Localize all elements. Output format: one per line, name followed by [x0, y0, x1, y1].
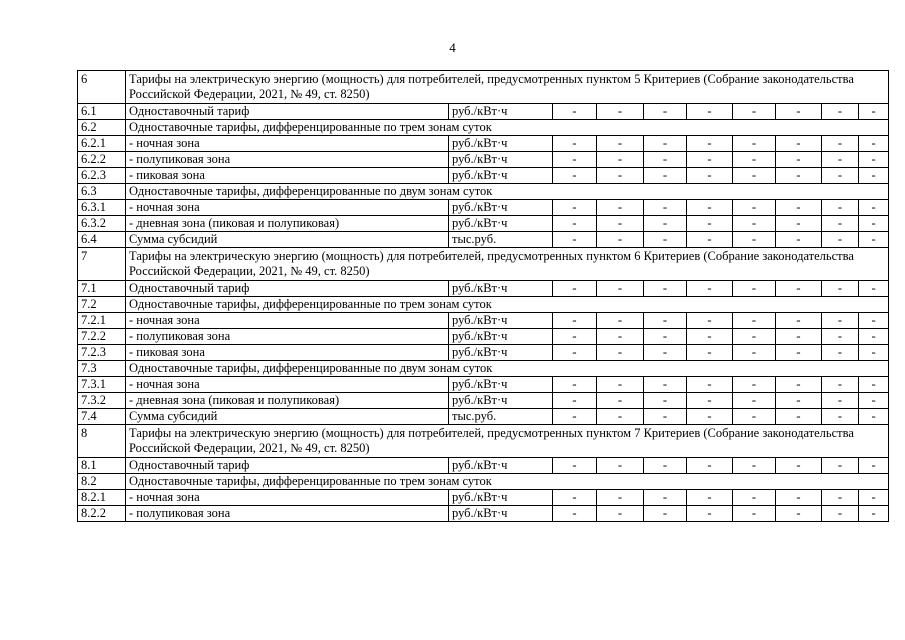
value-cell: - — [776, 393, 822, 409]
table-row — [78, 458, 889, 474]
row-number-cell: 6.3 — [78, 184, 126, 200]
value-cell: - — [776, 377, 822, 393]
value-cell: - — [733, 216, 776, 232]
row-number-cell: 7.2.1 — [78, 313, 126, 329]
row-unit-cell: руб./кВт·ч — [449, 377, 553, 393]
value-cell: - — [776, 216, 822, 232]
row-unit-cell: руб./кВт·ч — [449, 168, 553, 184]
value-cell: - — [822, 152, 859, 168]
row-unit-cell: руб./кВт·ч — [449, 506, 553, 522]
value-cell: - — [597, 409, 644, 425]
value-cell: - — [597, 200, 644, 216]
value-cell: - — [553, 393, 597, 409]
row-number-cell: 8 — [78, 425, 126, 458]
value-cell: - — [644, 393, 687, 409]
row-number-cell: 7.3 — [78, 361, 126, 377]
row-unit-cell: руб./кВт·ч — [449, 345, 553, 361]
row-label-cell: - полупиковая зона — [126, 152, 449, 168]
value-cell: - — [859, 136, 889, 152]
value-cell: - — [553, 377, 597, 393]
row-unit-cell: тыс.руб. — [449, 232, 553, 248]
table-row — [78, 232, 889, 248]
table-row — [78, 329, 889, 345]
value-cell: - — [822, 104, 859, 120]
value-cell: - — [733, 490, 776, 506]
value-cell: - — [776, 345, 822, 361]
value-cell: - — [597, 345, 644, 361]
table-row — [78, 377, 889, 393]
row-label-cell: - пиковая зона — [126, 168, 449, 184]
value-cell: - — [687, 490, 733, 506]
value-cell: - — [822, 313, 859, 329]
row-unit-cell: руб./кВт·ч — [449, 104, 553, 120]
value-cell: - — [644, 232, 687, 248]
value-cell: - — [687, 506, 733, 522]
value-cell: - — [776, 329, 822, 345]
row-label-cell: Одноставочные тарифы, дифференцированные по трем зонам суток — [126, 120, 889, 136]
value-cell: - — [597, 506, 644, 522]
value-cell: - — [687, 409, 733, 425]
value-cell: - — [597, 216, 644, 232]
value-cell: - — [644, 281, 687, 297]
value-cell: - — [859, 377, 889, 393]
value-cell: - — [859, 409, 889, 425]
value-cell: - — [822, 216, 859, 232]
value-cell: - — [687, 232, 733, 248]
row-label-cell: - ночная зона — [126, 200, 449, 216]
row-label-cell: Одноставочные тарифы, дифференцированные по двум зонам суток — [126, 361, 889, 377]
value-cell: - — [822, 168, 859, 184]
value-cell: - — [776, 232, 822, 248]
value-cell: - — [644, 329, 687, 345]
value-cell: - — [597, 104, 644, 120]
value-cell: - — [597, 393, 644, 409]
value-cell: - — [687, 377, 733, 393]
value-cell: - — [597, 281, 644, 297]
value-cell: - — [687, 313, 733, 329]
row-number-cell: 8.2 — [78, 474, 126, 490]
value-cell: - — [859, 458, 889, 474]
row-number-cell: 7.2.3 — [78, 345, 126, 361]
value-cell: - — [822, 458, 859, 474]
value-cell: - — [822, 345, 859, 361]
row-number-cell: 6.2.3 — [78, 168, 126, 184]
value-cell: - — [733, 345, 776, 361]
value-cell: - — [733, 458, 776, 474]
row-label-cell: - пиковая зона — [126, 345, 449, 361]
value-cell: - — [644, 168, 687, 184]
value-cell: - — [859, 152, 889, 168]
row-label-cell: Одноставочные тарифы, дифференцированные по двум зонам суток — [126, 184, 889, 200]
value-cell: - — [733, 281, 776, 297]
row-number-cell: 7.4 — [78, 409, 126, 425]
table-row — [78, 136, 889, 152]
table-body — [78, 71, 889, 522]
row-label-cell: - ночная зона — [126, 377, 449, 393]
row-label-cell: - ночная зона — [126, 136, 449, 152]
row-unit-cell: руб./кВт·ч — [449, 490, 553, 506]
row-number-cell: 6.3.2 — [78, 216, 126, 232]
value-cell: - — [553, 281, 597, 297]
value-cell: - — [733, 232, 776, 248]
row-number-cell: 7.3.1 — [78, 377, 126, 393]
row-label-cell: - ночная зона — [126, 490, 449, 506]
row-number-cell: 6.3.1 — [78, 200, 126, 216]
table-subsection-row — [78, 474, 889, 490]
value-cell: - — [597, 232, 644, 248]
table-subsection-row — [78, 361, 889, 377]
value-cell: - — [776, 104, 822, 120]
value-cell: - — [733, 136, 776, 152]
table-row — [78, 200, 889, 216]
value-cell: - — [776, 136, 822, 152]
table-row — [78, 281, 889, 297]
value-cell: - — [687, 152, 733, 168]
value-cell: - — [822, 281, 859, 297]
value-cell: - — [553, 136, 597, 152]
value-cell: - — [733, 313, 776, 329]
row-label-cell: - полупиковая зона — [126, 506, 449, 522]
value-cell: - — [597, 152, 644, 168]
row-number-cell: 6.2.2 — [78, 152, 126, 168]
value-cell: - — [776, 200, 822, 216]
value-cell: - — [776, 313, 822, 329]
value-cell: - — [733, 393, 776, 409]
value-cell: - — [687, 104, 733, 120]
table-row — [78, 104, 889, 120]
row-unit-cell: руб./кВт·ч — [449, 313, 553, 329]
value-cell: - — [644, 104, 687, 120]
value-cell: - — [822, 377, 859, 393]
value-cell: - — [597, 458, 644, 474]
value-cell: - — [644, 313, 687, 329]
row-unit-cell: руб./кВт·ч — [449, 329, 553, 345]
value-cell: - — [733, 377, 776, 393]
value-cell: - — [822, 200, 859, 216]
table-row — [78, 168, 889, 184]
row-number-cell: 7.2 — [78, 297, 126, 313]
value-cell: - — [733, 152, 776, 168]
row-label-cell: - ночная зона — [126, 313, 449, 329]
value-cell: - — [859, 232, 889, 248]
row-label-cell: Одноставочный тариф — [126, 458, 449, 474]
value-cell: - — [687, 458, 733, 474]
table-row — [78, 345, 889, 361]
tariff-table — [77, 70, 889, 522]
row-number-cell: 7.1 — [78, 281, 126, 297]
value-cell: - — [553, 506, 597, 522]
value-cell: - — [553, 232, 597, 248]
value-cell: - — [859, 313, 889, 329]
value-cell: - — [822, 232, 859, 248]
table-subsection-row — [78, 297, 889, 313]
row-label-cell: - дневная зона (пиковая и полупиковая) — [126, 393, 449, 409]
value-cell: - — [687, 216, 733, 232]
value-cell: - — [733, 168, 776, 184]
value-cell: - — [644, 200, 687, 216]
row-number-cell: 6.2 — [78, 120, 126, 136]
value-cell: - — [859, 281, 889, 297]
value-cell: - — [733, 506, 776, 522]
row-unit-cell: тыс.руб. — [449, 409, 553, 425]
row-unit-cell: руб./кВт·ч — [449, 393, 553, 409]
value-cell: - — [597, 490, 644, 506]
value-cell: - — [822, 136, 859, 152]
page-number: 4 — [449, 40, 456, 55]
value-cell: - — [644, 216, 687, 232]
value-cell: - — [644, 409, 687, 425]
value-cell: - — [553, 216, 597, 232]
value-cell: - — [859, 490, 889, 506]
row-number-cell: 8.1 — [78, 458, 126, 474]
value-cell: - — [776, 409, 822, 425]
row-label-cell: Одноставочный тариф — [126, 281, 449, 297]
row-label-cell: - полупиковая зона — [126, 329, 449, 345]
table-row — [78, 506, 889, 522]
value-cell: - — [822, 393, 859, 409]
row-unit-cell: руб./кВт·ч — [449, 281, 553, 297]
value-cell: - — [822, 329, 859, 345]
value-cell: - — [733, 200, 776, 216]
value-cell: - — [859, 216, 889, 232]
value-cell: - — [553, 152, 597, 168]
row-unit-cell: руб./кВт·ч — [449, 136, 553, 152]
table-row — [78, 313, 889, 329]
table-section-header-row — [78, 71, 889, 104]
value-cell: - — [733, 329, 776, 345]
value-cell: - — [822, 409, 859, 425]
table-row — [78, 409, 889, 425]
value-cell: - — [733, 104, 776, 120]
value-cell: - — [597, 329, 644, 345]
value-cell: - — [553, 200, 597, 216]
value-cell: - — [597, 136, 644, 152]
row-number-cell: 6.4 — [78, 232, 126, 248]
table-row — [78, 393, 889, 409]
row-unit-cell: руб./кВт·ч — [449, 152, 553, 168]
value-cell: - — [553, 409, 597, 425]
row-number-cell: 7.2.2 — [78, 329, 126, 345]
value-cell: - — [687, 168, 733, 184]
table-row — [78, 216, 889, 232]
value-cell: - — [733, 409, 776, 425]
value-cell: - — [859, 345, 889, 361]
table-subsection-row — [78, 184, 889, 200]
value-cell: - — [822, 506, 859, 522]
table-row — [78, 152, 889, 168]
value-cell: - — [687, 200, 733, 216]
row-label-cell: Тарифы на электрическую энергию (мощность) для потребителей, предусмотренных пунктом 7 Критериев (Собрание законодательства Российской Федерации, 2021, № 49, ст. 8250) — [126, 425, 889, 458]
value-cell: - — [553, 313, 597, 329]
value-cell: - — [553, 329, 597, 345]
row-number-cell: 6 — [78, 71, 126, 104]
value-cell: - — [776, 152, 822, 168]
value-cell: - — [644, 458, 687, 474]
row-number-cell: 6.2.1 — [78, 136, 126, 152]
row-unit-cell: руб./кВт·ч — [449, 458, 553, 474]
row-label-cell: Тарифы на электрическую энергию (мощность) для потребителей, предусмотренных пунктом 5 Критериев (Собрание законодательства Российской Федерации, 2021, № 49, ст. 8250) — [126, 71, 889, 104]
value-cell: - — [553, 458, 597, 474]
row-label-cell: Тарифы на электрическую энергию (мощность) для потребителей, предусмотренных пунктом 6 Критериев (Собрание законодательства Российской Федерации, 2021, № 49, ст. 8250) — [126, 248, 889, 281]
row-unit-cell: руб./кВт·ч — [449, 200, 553, 216]
value-cell: - — [776, 506, 822, 522]
table-row — [78, 490, 889, 506]
value-cell: - — [553, 345, 597, 361]
row-label-cell: Одноставочный тариф — [126, 104, 449, 120]
value-cell: - — [859, 329, 889, 345]
value-cell: - — [822, 490, 859, 506]
value-cell: - — [776, 458, 822, 474]
row-number-cell: 6.1 — [78, 104, 126, 120]
row-label-cell: Одноставочные тарифы, дифференцированные по трем зонам суток — [126, 474, 889, 490]
row-label-cell: - дневная зона (пиковая и полупиковая) — [126, 216, 449, 232]
value-cell: - — [644, 136, 687, 152]
row-number-cell: 8.2.1 — [78, 490, 126, 506]
row-number-cell: 7 — [78, 248, 126, 281]
table-section-header-row — [78, 425, 889, 458]
table-section-header-row — [78, 248, 889, 281]
value-cell: - — [597, 377, 644, 393]
row-number-cell: 8.2.2 — [78, 506, 126, 522]
value-cell: - — [859, 104, 889, 120]
value-cell: - — [597, 168, 644, 184]
value-cell: - — [776, 490, 822, 506]
value-cell: - — [644, 377, 687, 393]
value-cell: - — [644, 506, 687, 522]
value-cell: - — [597, 313, 644, 329]
row-unit-cell: руб./кВт·ч — [449, 216, 553, 232]
value-cell: - — [859, 506, 889, 522]
row-number-cell: 7.3.2 — [78, 393, 126, 409]
value-cell: - — [687, 345, 733, 361]
row-label-cell: Сумма субсидий — [126, 409, 449, 425]
value-cell: - — [859, 200, 889, 216]
value-cell: - — [859, 168, 889, 184]
value-cell: - — [687, 329, 733, 345]
value-cell: - — [553, 490, 597, 506]
table-subsection-row — [78, 120, 889, 136]
row-label-cell: Одноставочные тарифы, дифференцированные по трем зонам суток — [126, 297, 889, 313]
value-cell: - — [687, 393, 733, 409]
value-cell: - — [687, 281, 733, 297]
value-cell: - — [776, 168, 822, 184]
value-cell: - — [644, 490, 687, 506]
value-cell: - — [687, 136, 733, 152]
value-cell: - — [644, 345, 687, 361]
value-cell: - — [553, 168, 597, 184]
value-cell: - — [553, 104, 597, 120]
value-cell: - — [776, 281, 822, 297]
value-cell: - — [859, 393, 889, 409]
value-cell: - — [644, 152, 687, 168]
row-label-cell: Сумма субсидий — [126, 232, 449, 248]
